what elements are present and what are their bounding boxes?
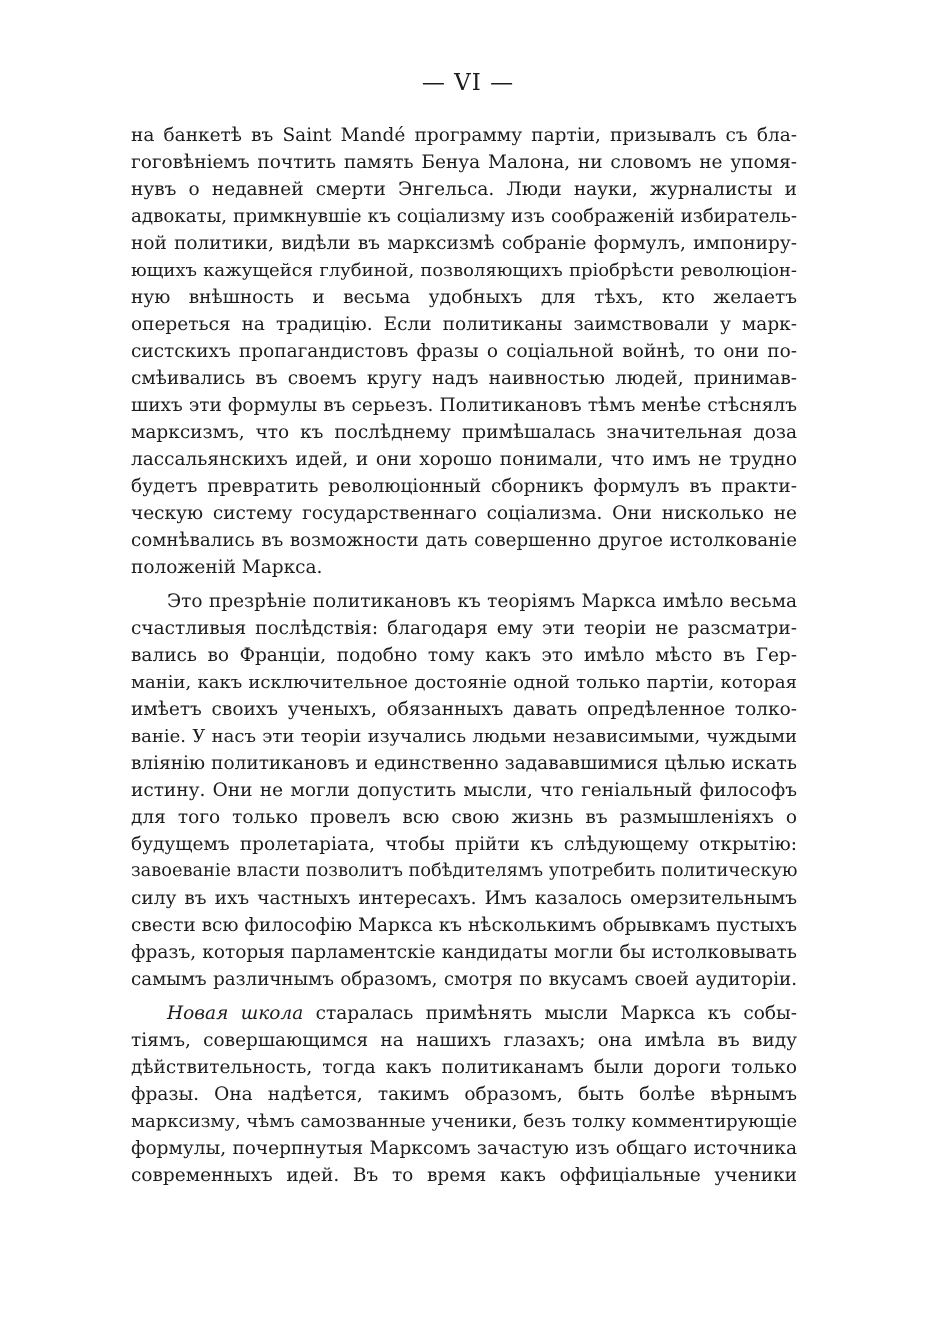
text-line: марксизму, чѣмъ самозванные ученики, безъ толку комментирующіе — [131, 1111, 798, 1132]
text-line: марксизмъ, что къ послѣднему примѣшалась значительная доза — [131, 422, 797, 443]
italic-term: Новая школа — [167, 1003, 304, 1024]
text-line: завоеваніе власти позволитъ побѣдителямъ употребить политическую — [131, 861, 798, 881]
text-line: ную внѣшность и весьма удобныхъ для тѣхъ, кто желаетъ — [131, 287, 797, 308]
text-line: свести всю философію Маркса къ нѣсколькимъ обрывкамъ пустыхъ — [131, 915, 797, 936]
text-line: дѣйствительность, тогда какъ политиканамъ были дороги только — [131, 1057, 797, 1078]
text-line: маніи, какъ исключительное достояніе одной только партіи, которая — [131, 672, 797, 693]
text-line: шихъ эти формулы въ серьезъ. Политикановъ тѣмъ менѣе стѣснялъ — [131, 395, 797, 416]
text-line: счастливыя послѣдствія: благодаря ему эти теоріи не разсматри- — [131, 618, 797, 639]
text-line: будущемъ пролетаріата, чтобы прійти къ слѣдующему открытію: — [131, 834, 797, 855]
text-line: имѣетъ своихъ ученыхъ, обязанныхъ давать опредѣленное толко- — [131, 699, 797, 720]
paragraph — [131, 122, 797, 581]
text-line: современныхъ идей. Въ то время какъ оффиціальные ученики — [131, 1165, 797, 1186]
text-line: истину. Они не могли допустить мысли, что геніальный философъ — [131, 780, 797, 801]
text-line — [131, 1000, 797, 1027]
text-line: фразы. Она надѣется, такимъ образомъ, быть болѣе вѣрнымъ — [131, 1084, 797, 1105]
text-line: ющихъ кажущейся глубиной, позволяющихъ пріобрѣсти революціон- — [131, 260, 797, 281]
text-line: будетъ превратить революціонный сборникъ формулъ въ практи- — [131, 476, 797, 497]
text-line: гоговѣніемъ почтить память Бенуа Малона, ни словомъ не упомя- — [131, 152, 797, 173]
text-line: адвокаты, примкнувшіе къ соціализму изъ соображеній избиратель- — [131, 206, 797, 227]
text-line: фразъ, которыя парламентскіе кандидаты могли бы истолковывать — [131, 942, 797, 963]
text-line: силу въ ихъ частныхъ интересахъ. Имъ казалось омерзительнымъ — [131, 888, 797, 909]
text-line: самымъ различнымъ образомъ, смотря по вкусамъ своей аудиторіи. — [131, 969, 797, 990]
text-line: тіямъ, совершающимся на нашихъ глазахъ; она имѣла въ виду — [131, 1030, 797, 1051]
text-line: ваніе. У насъ эти теоріи изучались людьми независимыми, чуждыми — [131, 726, 797, 747]
text-line: нувъ о недавней смерти Энгельса. Люди науки, журналисты и — [131, 179, 797, 200]
text-line: Это презрѣніе политикановъ къ теоріямъ Маркса имѣло весьма — [167, 591, 797, 612]
paragraph — [131, 1000, 797, 1189]
paragraph — [131, 588, 797, 993]
text-line: положеній Маркса. — [131, 557, 323, 578]
text-line: на банкетѣ въ Saint Mandé программу партіи, призывалъ съ бла- — [131, 125, 797, 146]
text-line: ческую систему государственнаго соціализма. Они нисколько не — [131, 503, 797, 524]
page-number: — VI — — [421, 70, 515, 96]
text-line: сомнѣвались въ возможности дать совершенно другое истолкованіе — [131, 530, 797, 551]
text-line: ной политики, видѣли въ марксизмѣ собраніе формулъ, импониру- — [131, 233, 797, 254]
text-line: лассальянскихъ идей, и они хорошо понимали, что имъ не трудно — [131, 449, 797, 470]
body-text — [131, 122, 797, 1189]
text-line: вались во Франціи, подобно тому какъ это имѣло мѣсто въ Гер- — [131, 645, 797, 666]
text-span: старалась примѣнять мысли Маркса къ собы- — [303, 1003, 798, 1024]
text-line: формулы, почерпнутыя Марксомъ зачастую изъ общаго источника — [131, 1138, 797, 1159]
text-line: опереться на традицію. Если политиканы заимствовали у марк- — [131, 314, 797, 335]
text-line: вліянію политикановъ и единственно задававшимися цѣлью искать — [131, 753, 797, 774]
text-line: для того только провелъ всю свою жизнь въ размышленіяхъ о — [131, 807, 797, 828]
text-line: систскихъ пропагандистовъ фразы о соціальной войнѣ, то они по- — [131, 341, 797, 362]
text-line: смѣивались въ своемъ кругу надъ наивностью людей, принимав- — [131, 368, 797, 389]
